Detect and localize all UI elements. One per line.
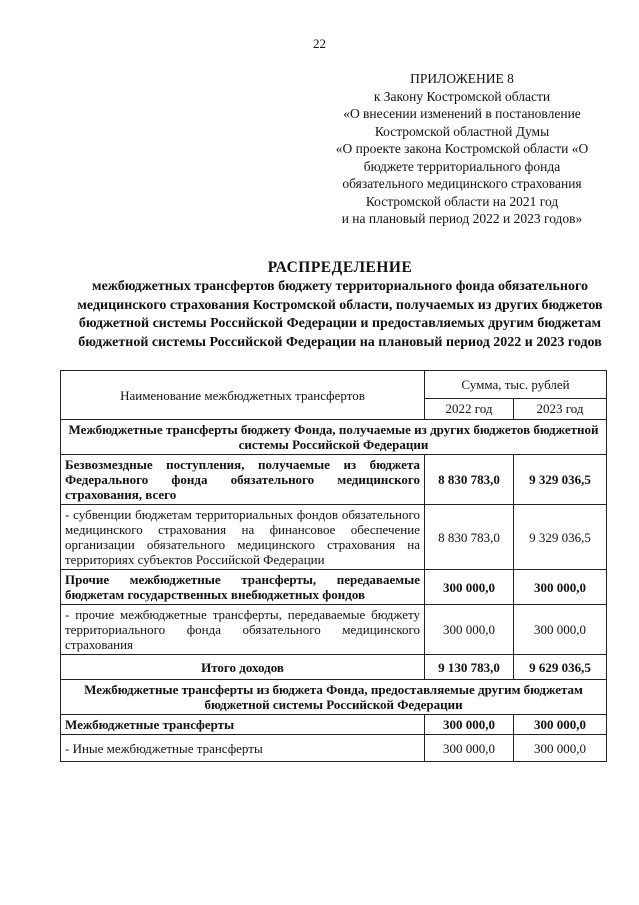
- row-name: Безвозмездные поступления, получаемые из бюджета Федерального фонда обязательного медицинского страхования, всего: [61, 455, 425, 505]
- row-value-2022: 300 000,0: [425, 570, 514, 605]
- col-name-header: Наименование межбюджетных трансфертов: [61, 371, 425, 420]
- document-title: РАСПРЕДЕЛЕНИЕ: [267, 259, 413, 276]
- row-value-2022: 300 000,0: [425, 715, 514, 735]
- section-row: [61, 420, 607, 455]
- appendix-line: к Закону Костромской области: [373, 88, 551, 104]
- row-name: - субвенции бюджетам территориальных фондов обязательного медицинского страхования на финансовое обеспечение организации обязательного медицинского страхования на территориях субъектов Российской Федерации: [61, 505, 425, 570]
- row-value-2023: 300 000,0: [514, 570, 607, 605]
- row-value-2022: 300 000,0: [425, 735, 514, 762]
- row-value-2023: 300 000,0: [514, 715, 607, 735]
- total-value-2023: 9 629 036,5: [514, 655, 607, 680]
- appendix-line: ПРИЛОЖЕНИЕ 8: [410, 71, 514, 86]
- section-row: [61, 680, 607, 715]
- row-name: Межбюджетные трансферты: [61, 715, 425, 735]
- page-number: 22: [313, 36, 326, 51]
- row-value-2022: 8 830 783,0: [425, 455, 514, 505]
- row-value-2023: 300 000,0: [514, 605, 607, 655]
- row-name: - Иные межбюджетные трансферты: [61, 735, 425, 762]
- row-value-2023: 9 329 036,5: [514, 505, 607, 570]
- appendix-line: и на плановый период 2022 и 2023 годов»: [341, 211, 583, 226]
- table-row: [61, 605, 607, 655]
- appendix-line: «О внесении изменений в постановление: [343, 106, 581, 121]
- row-value-2023: 9 329 036,5: [514, 455, 607, 505]
- title-block: [60, 258, 620, 352]
- appendix-line: Костромской области на 2021 год: [365, 193, 559, 209]
- appendix-line: Костромской областной Думы: [374, 123, 550, 139]
- year-2023-header: 2023 год: [514, 398, 607, 419]
- total-value-2022: 9 130 783,0: [425, 655, 514, 680]
- table-row: [61, 505, 607, 570]
- document-subtitle: межбюджетных трансфертов бюджету территориального фонда обязательного медицинского страхования Костромской области, получаемых из других бюджетов бюджетной системы Российской Федерации и предоставляемых другим бюджетам бюджетной системы Российской Федерации на плановый период 2022 и 2023 годов: [77, 279, 603, 350]
- table-row: [61, 735, 607, 762]
- row-value-2022: 8 830 783,0: [425, 505, 514, 570]
- table-header-row: [61, 371, 607, 399]
- row-name: - прочие межбюджетные трансферты, передаваемые бюджету территориального фонда обязательного медицинского страхования: [61, 605, 425, 655]
- total-row: [61, 655, 607, 680]
- year-2022-header: 2022 год: [425, 398, 514, 419]
- appendix-line: обязательного медицинского страхования: [342, 176, 582, 191]
- transfers-table: [60, 370, 607, 762]
- appendix-header: [292, 70, 632, 228]
- row-value-2022: 300 000,0: [425, 605, 514, 655]
- total-label: Итого доходов: [61, 655, 425, 680]
- section-title: Межбюджетные трансферты из бюджета Фонда, предоставляемые другим бюджетам бюджетной системы Российской Федерации: [61, 680, 607, 715]
- table-row: [61, 715, 607, 735]
- row-name: Прочие межбюджетные трансферты, передаваемые бюджетам государственных внебюджетных фондов: [61, 570, 425, 605]
- table-row: [61, 455, 607, 505]
- row-value-2023: 300 000,0: [514, 735, 607, 762]
- appendix-line: «О проекте закона Костромской области «О: [335, 141, 589, 156]
- sum-header: Сумма, тыс. рублей: [425, 371, 607, 399]
- appendix-line: бюджете территориального фонда: [363, 158, 561, 174]
- table-row: [61, 570, 607, 605]
- section-title: Межбюджетные трансферты бюджету Фонда, получаемые из других бюджетов бюджетной системы Российской Федерации: [61, 420, 607, 455]
